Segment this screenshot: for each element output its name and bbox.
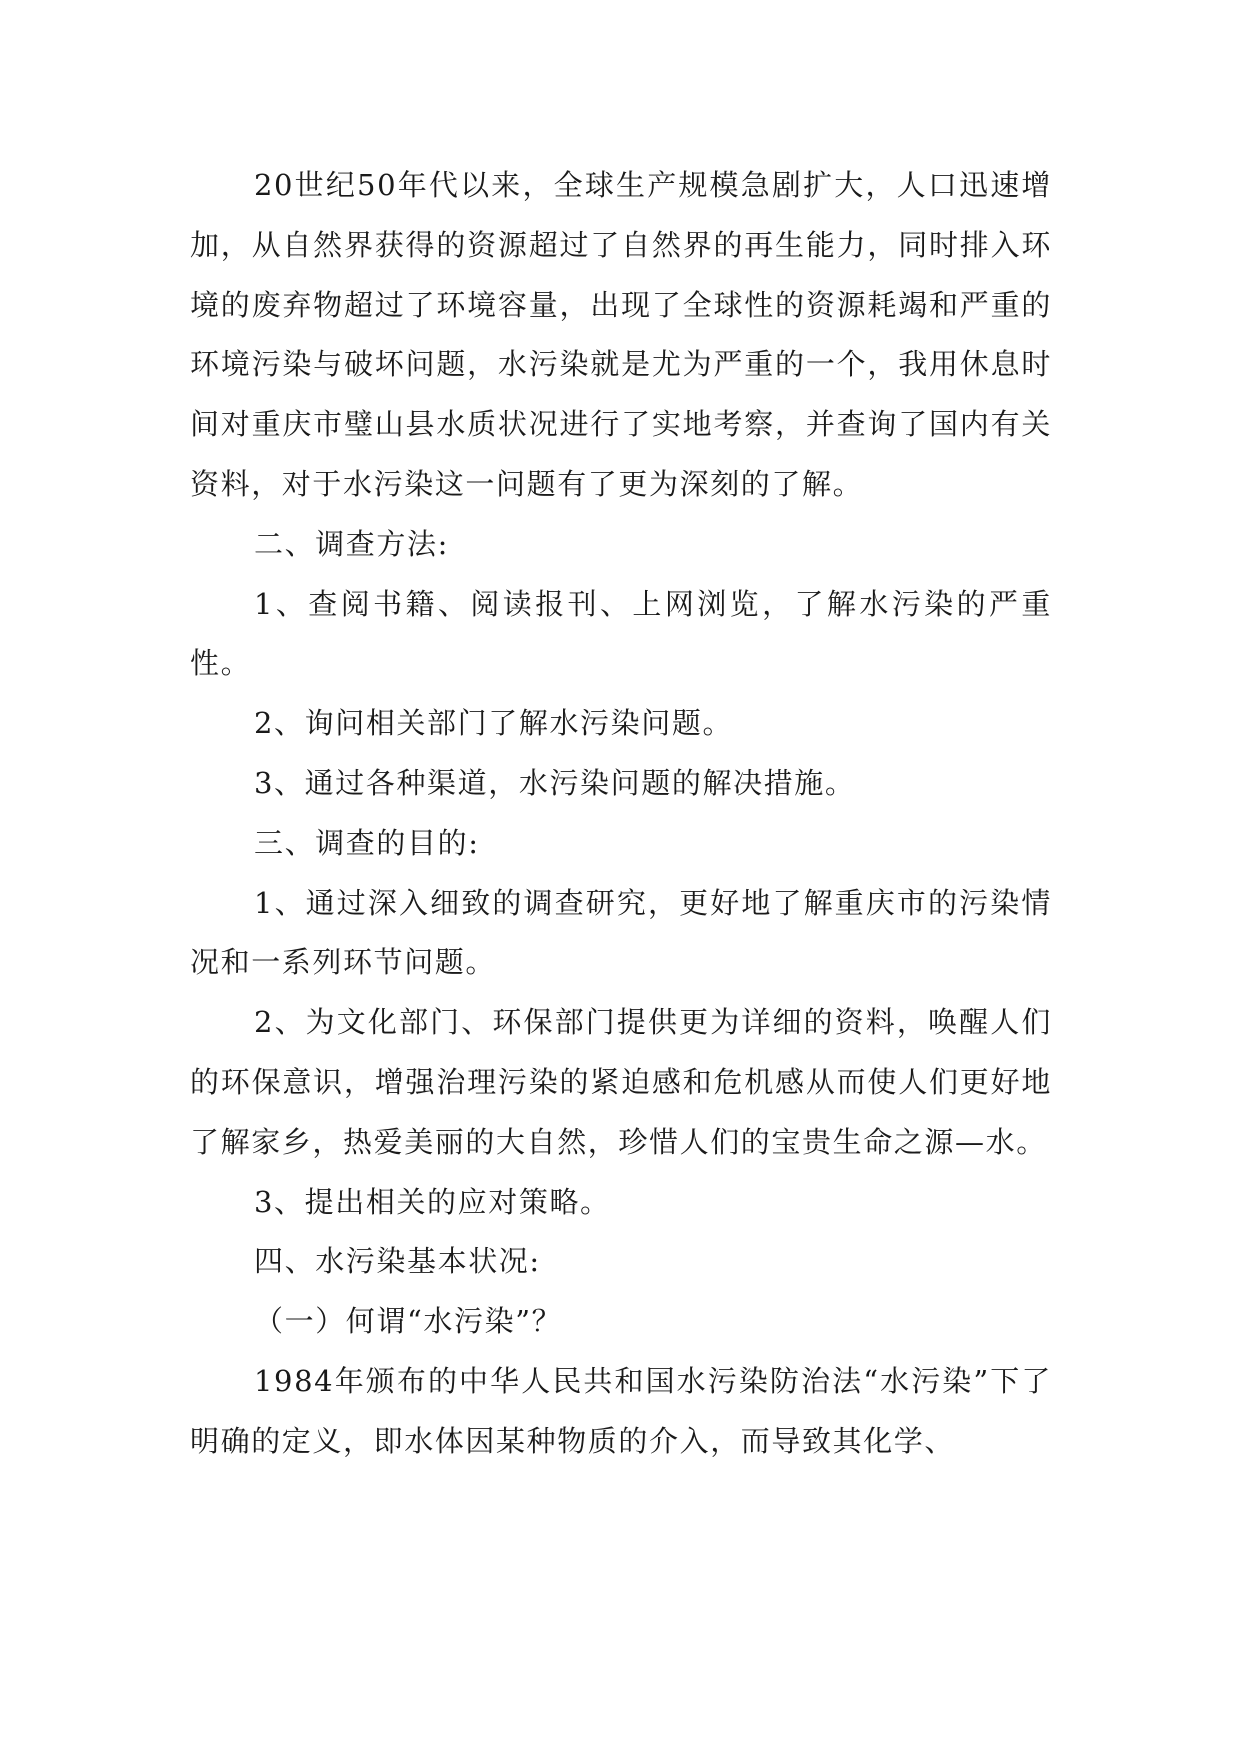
purpose-item-3: 3、提出相关的应对策略。 bbox=[254, 1184, 611, 1219]
paragraph-intro: 20世纪50年代以来，全球生产规模急剧扩大，人口迅速增加，从自然界获得的资源超过了自然界的再生能力，同时排入环境的废弃物超过了环境容量，出现了全球性的资源耗竭和严重的环境污染与破坏问题，水污染就是尤为严重的一个，我用休息时间对重庆市璧山县水质状况进行了实地考察，并查询了国内有关资料，对于水污染这一问题有了更为深刻的了解。 bbox=[190, 168, 1052, 501]
heading-survey-purpose: 三、调查的目的: bbox=[254, 825, 480, 860]
paragraph-definition: 1984年颁布的中华人民共和国水污染防治法“水污染”下了明确的定义，即水体因某种物质的介入，而导致其化学、 bbox=[190, 1363, 1052, 1458]
heading-basic-status: 四、水污染基本状况: bbox=[254, 1244, 541, 1279]
subheading-what-is-water-pollution: （一）何谓“水污染”？ bbox=[254, 1304, 563, 1339]
purpose-item-1: 1、通过深入细致的调查研究，更好地了解重庆市的污染情况和一系列环节问题。 bbox=[190, 885, 1052, 980]
purpose-item-2: 2、为文化部门、环保部门提供更为详细的资料，唤醒人们的环保意识，增强治理污染的紧迫感和危机感从而使人们更好地了解家乡，热爱美丽的大自然，珍惜人们的宝贵生命之源—水。 bbox=[190, 1005, 1052, 1159]
document-body bbox=[190, 156, 1052, 1472]
method-item-2: 2、询问相关部门了解水污染问题。 bbox=[254, 706, 734, 741]
method-item-1: 1、查阅书籍、阅读报刊、上网浏览，了解水污染的严重性。 bbox=[190, 586, 1052, 681]
method-item-3: 3、通过各种渠道，水污染问题的解决措施。 bbox=[254, 765, 856, 800]
heading-survey-method: 二、调查方法: bbox=[254, 526, 449, 561]
